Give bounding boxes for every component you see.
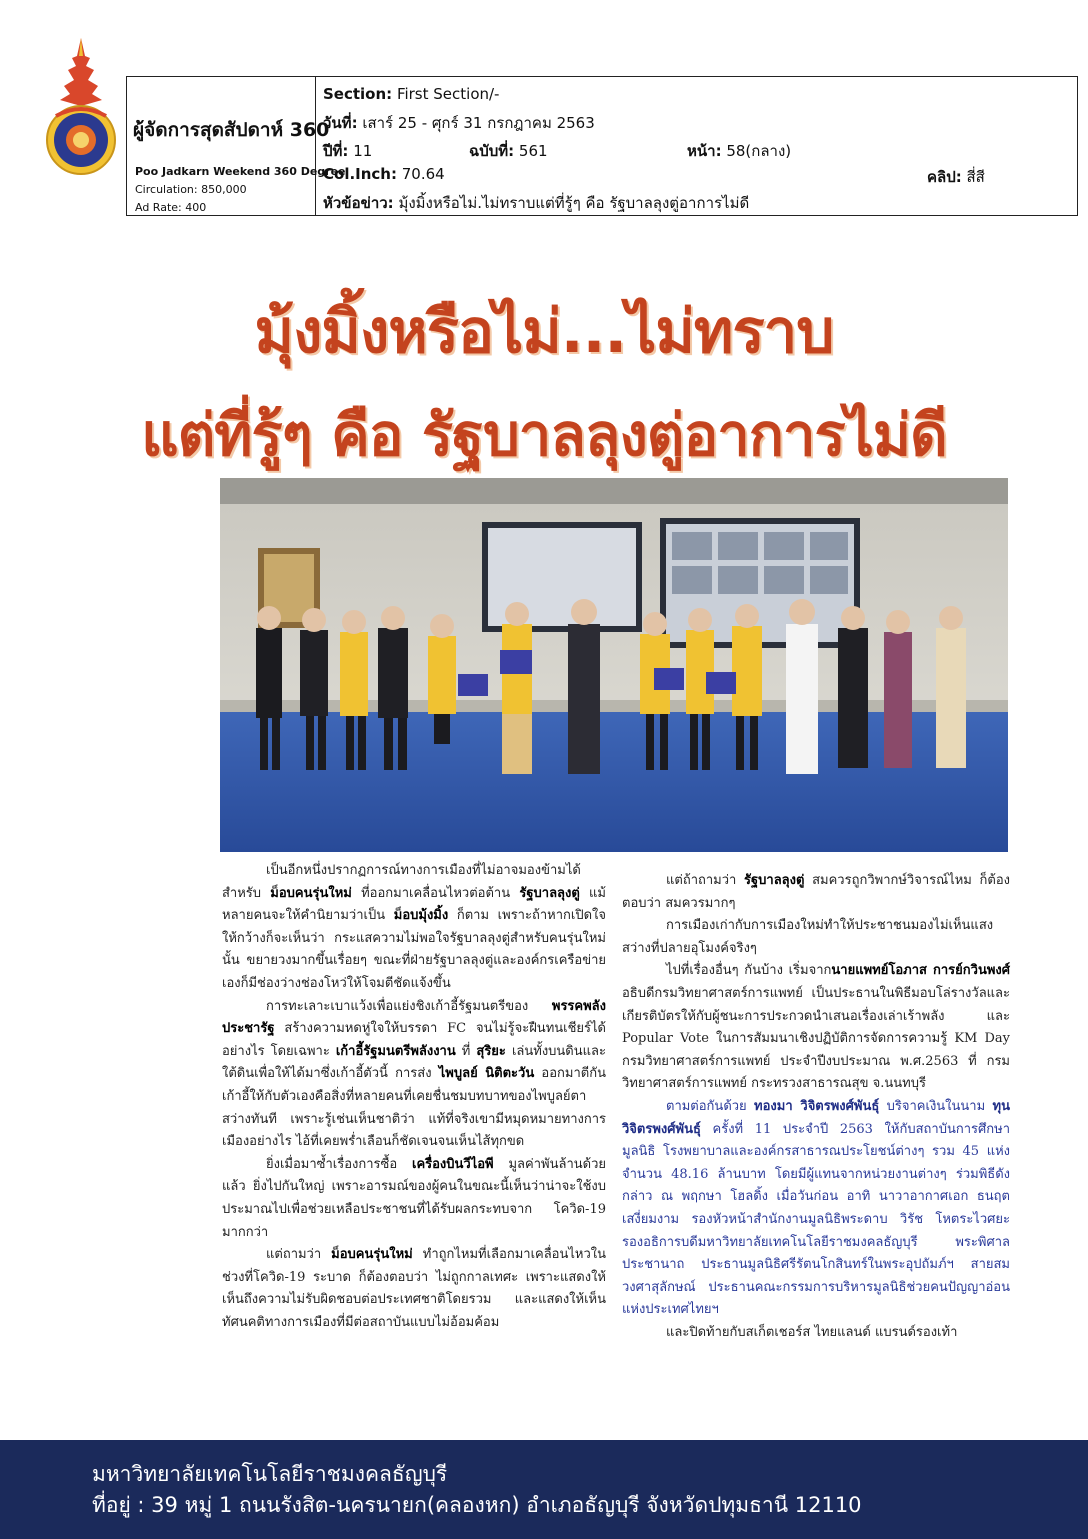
- publication-name-th: ผู้จัดการสุดสัปดาห์ 360: [133, 119, 330, 141]
- circulation: Circulation: 850,000: [135, 183, 247, 196]
- article-column-1: [222, 860, 606, 1334]
- article-column-2: [622, 870, 1010, 1344]
- section-row: Section: First Section/-: [323, 85, 500, 103]
- date-row: วันที่: เสาร์ 25 - ศุกร์ 31 กรกฎาคม 2563: [323, 114, 595, 132]
- colinch-row: Col.Inch: 70.64: [323, 165, 445, 183]
- publication-panel: [127, 77, 346, 215]
- col1-paragraph-1: เป็นอีกหนึ่งปรากฏการณ์ทางการเมืองที่ไม่อาจมองข้ามได้สำหรับ ม็อบคนรุ่นใหม่ ที่ออกมาเคลื่อนไหวต่อต้าน รัฐบาลลุงตู่ แม้หลายคนจะให้คำนิยามว่าเป็น ม็อบมุ้งมิ้ง ก็ตาม เพราะถ้าหากเปิดใจให้กว้างก็จะเห็นว่า กระแสความไม่พอใจรัฐบาลลุงตู่สำหรับคนรุ่นใหม่นั้น ขยายวงมากขึ้นเรื่อยๆ ขณะที่ฝ่ายรัฐบาลลุงตู่และองค์กรเครือข่ายเองก็มีช่องว่างช่องโหว่ให้โจมตีชัดแจ้งขึ้น: [222, 863, 606, 991]
- clip-row: คลิป: สี่สี: [927, 168, 985, 186]
- ad-rate: Ad Rate: 400: [135, 201, 207, 214]
- event-photo: [220, 478, 1008, 852]
- page-row: หน้า: 58(กลาง): [687, 142, 792, 160]
- headline-row: หัวข้อข่าว: มุ้งมิ้งหรือไม่.ไม่ทราบแต่ที่รู้ๆ คือ รัฐบาลลุงตู่อาการไม่ดี: [323, 194, 750, 212]
- col1-paragraph-3: ยิ่งเมื่อมาซ้ำเรื่องการซื้อ เครื่องบินวีไอพี มูลค่าพันล้านด้วยแล้ว ยิ่งไปกันใหญ่ เพราะอารมณ์ของผู้คนในขณะนี้เห็นว่าน่าจะใช้งบประมาณไปเพื่อช่วยเหลือประชาชนที่ได้รับผลกระทบจาก โควิด-19 มากกว่า: [222, 1156, 606, 1240]
- clipping-info-box: [126, 76, 1078, 216]
- year-row: ปีที่: 11: [323, 142, 373, 160]
- publication-name-en: Poo Jadkarn Weekend 360 Degree: [135, 165, 346, 178]
- col2-paragraph-2: การเมืองเก่ากับการเมืองใหม่ทำให้ประชาชนมองไม่เห็นแสงสว่างที่ปลายอุโมงค์จริงๆ: [622, 918, 994, 956]
- col1-paragraph-4: แต่ถามว่า ม็อบคนรุ่นใหม่ ทำถูกไหมที่เลือกมาเคลื่อนไหวในช่วงที่โควิด-19 ระบาด ก็ต้องตอบว่า ไม่ถูกกาลเทศะ เพราะแสดงให้เห็นถึงความไม่รับผิดชอบต่อประเทศชาติโดยรวม และแสดงให้เห็นทัศนคติทางการเมืองที่มีต่อสถาบันแบบไม่อ้อมค้อม: [222, 1247, 607, 1330]
- headline-line-1: มุ้งมิ้งหรือไม่...ไม่ทราบ: [254, 297, 834, 367]
- col2-paragraph-3: ไปที่เรื่องอื่นๆ กันบ้าง เริ่มจากนายแพทย์โอภาส การย์กวินพงศ์ อธิบดีกรมวิทยาศาสตร์การแพทย์ เป็นประธานในพิธีมอบโล่รางวัลและเกียรติบัตรให้กับผู้ชนะการประกวดนำเสนอเรื่องเล่าเร้าพลัง และ Popular Vote ในการสัมมนาเชิงปฏิบัติการจัดการความรู้ KM Day กรมวิทยาศาสตร์การแพทย์ ประจำปีงบประมาณ พ.ศ.2563 ที่ กรมวิทยาศาสตร์การแพทย์ กระทรวงสาธารณสุข จ.นนทบุรี: [622, 963, 1010, 1092]
- footer-address: ที่อยู่ : 39 หมู่ 1 ถนนรังสิต-นครนายก(คลองหก) อำเภอธัญบุรี จังหวัดปทุมธานี 12110: [92, 1493, 862, 1517]
- issue-row: ฉบับที่: 561: [469, 142, 548, 160]
- footer-university: มหาวิทยาลัยเทคโนโลยีราชมงคลธัญบุรี: [92, 1462, 448, 1486]
- col2-paragraph-4: ตามต่อกันด้วย ทองมา วิจิตรพงศ์พันธุ์ บริจาคเงินในนาม ทุนวิจิตรพงศ์พันธุ์ ครั้งที่ 11 ประจำปี 2563 ให้กับสถาบันการศึกษา มูลนิธิ โรงพยาบาลและองค์กรสาธารณประโยชน์ต่างๆ รวม 45 แห่ง จำนวน 48.16 ล้านบาท โดยมีผู้แทนจากหน่วยงานต่างๆ ร่วมพิธีดังกล่าว ณ พฤกษา โฮลดิ้ง เมื่อวันก่อน อาทิ นาวาอากาศเอก ธนฤต เสงี่ยมงาม รองหัวหน้าสำนักงานมูลนิธิพระดาบ วิรัช โหตระไวศยะ รองอธิการบดีมหาวิทยาลัยเทคโนโลยีราชมงคลธัญบุรี พระพิศาลประชานาถ ประธานมูลนิธิศรีรัตนโกสินทร์ในพระอุปถัมภ์ฯ สายสม วงศาสุลักษณ์ ประธานคณะกรรมการบริหารมูลนิธิช่วยคนปัญญาอ่อนแห่งประเทศไทยฯ: [622, 1098, 1010, 1318]
- col2-paragraph-5: และปิดท้ายกับสเก็ตเชอร์ส ไทยแลนด์ แบรนด์รองเท้า: [666, 1324, 958, 1340]
- university-logo: [36, 36, 126, 176]
- col1-paragraph-2: การทะเลาะเบาแว้งเพื่อแย่งชิงเก้าอี้รัฐมนตรีของ พรรคพลังประชารัฐ สร้างความหดหู่ใจให้บรรดา FC จนไม่รู้จะฝืนทนเชียร์ได้อย่างไร โดยเฉพาะ เก้าอี้รัฐมนตรีพลังงาน ที่ สุริยะ เล่นทั้งบนดินและใต้ดินเพื่อให้ได้มาซึ่งเก้าอี้ตัวนี้ การส่ง ไพบูลย์ นิติตะวัน ออกมาตีกันเก้าอี้ให้กับตัวเองคือสิ่งที่หลายคนที่เคยชื่นชมบทบาทของไพบูลย์ตาสว่างทันที เพราะรู้เช่นเห็นชาติว่า แท้ที่จริงเขามีหมุดหมายทางการเมืองอย่างไร ไอ้ที่เคยพร่ำเลือนก็ชัดเจนจนเห็นไส้ทุกขด: [222, 998, 606, 1150]
- headline-line-2: แต่ที่รู้ๆ คือ รัฐบาลลุงตู่อาการไม่ดี: [141, 401, 947, 469]
- col2-paragraph-1: แต่ถ้าถามว่า รัฐบาลลุงตู่ สมควรถูกวิพากษ์วิจารณ์ไหม ก็ต้องตอบว่า สมควรมากๆ: [622, 873, 1010, 911]
